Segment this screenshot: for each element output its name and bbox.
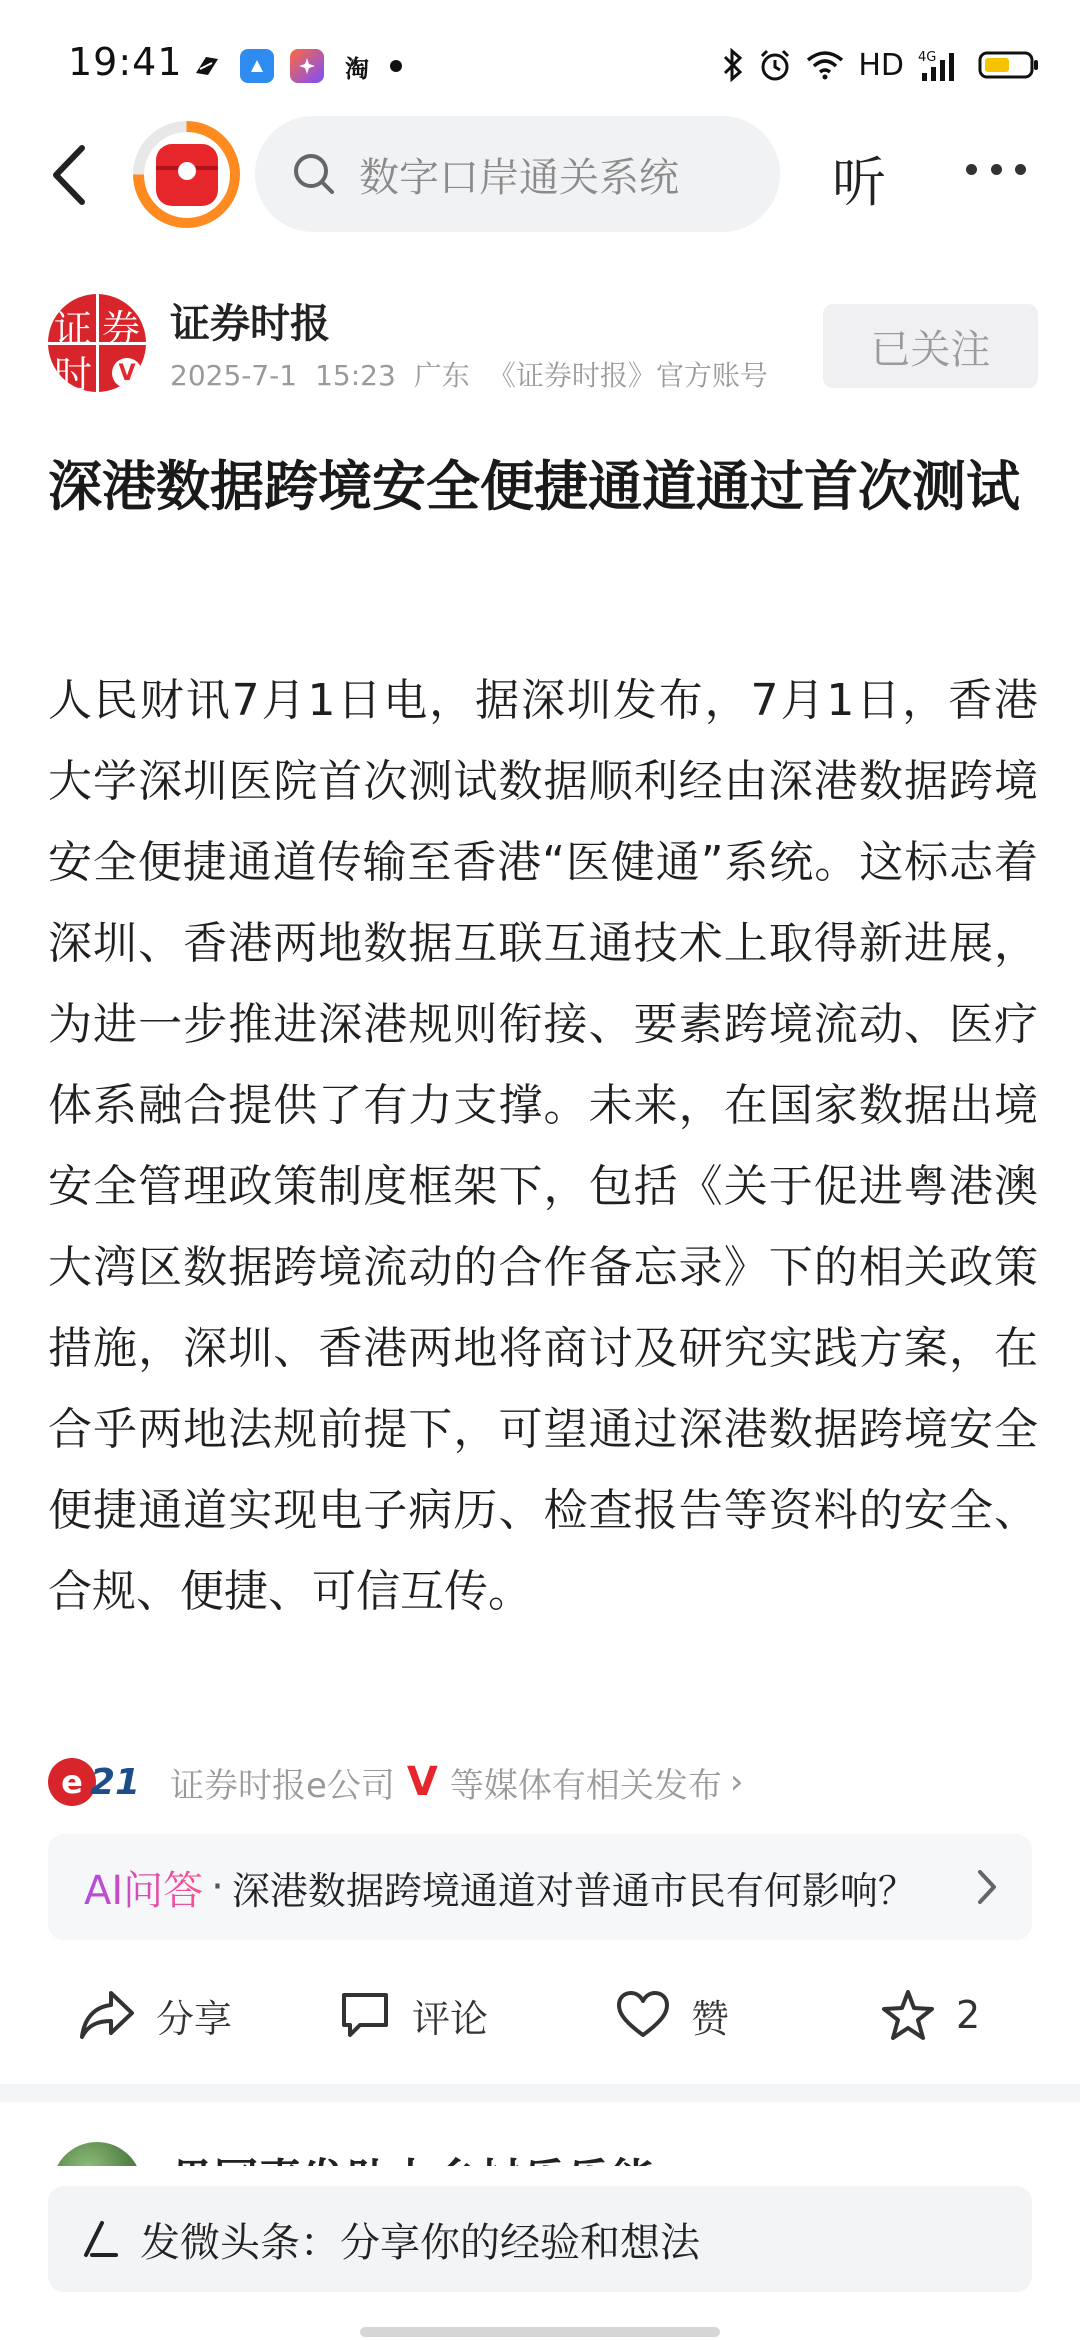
purple-app-icon	[290, 49, 324, 83]
publish-time: 15:23	[315, 359, 396, 392]
search-icon	[291, 151, 337, 197]
avatar-char: 证	[54, 307, 93, 351]
action-bar	[0, 1976, 1080, 2054]
author-name[interactable]: 证券时报	[170, 301, 330, 347]
account-description: 《证券时报》官方账号	[487, 359, 768, 392]
publish-date: 2025-7-1	[170, 359, 298, 392]
ai-qa-question: 深港数据跨境通道对普通市民有何影响？	[231, 1868, 916, 1913]
article-title: 深港数据跨境安全便捷通道通过首次测试	[48, 455, 1020, 518]
star-icon	[880, 1988, 936, 2042]
back-button[interactable]	[46, 140, 106, 210]
section-divider	[0, 2084, 1080, 2102]
author-avatar[interactable]	[48, 294, 146, 392]
more-options-button[interactable]	[966, 154, 1026, 184]
like-label: 赞	[691, 1996, 730, 2041]
top-nav	[0, 112, 1080, 236]
home-indicator[interactable]	[360, 2327, 720, 2337]
related-suffix: 等媒体有相关发布	[449, 1765, 722, 1806]
favorite-button[interactable]	[880, 1976, 980, 2054]
chevron-left-icon	[46, 140, 96, 210]
post-composer-input[interactable]	[48, 2186, 1032, 2292]
share-label: 分享	[156, 1996, 233, 2041]
more-dot-icon	[966, 164, 977, 175]
cellular-signal-icon	[918, 47, 964, 83]
ai-qa-card[interactable]	[48, 1834, 1032, 1940]
status-bar	[0, 0, 1080, 120]
more-notifications-dot	[390, 60, 402, 72]
pen-icon	[78, 2217, 122, 2261]
svg-text:4G: 4G	[918, 50, 937, 65]
21-finance-logo-icon: 21	[90, 1761, 141, 1803]
blue-app-icon	[240, 49, 274, 83]
publish-location: 广东	[413, 359, 470, 392]
search-input[interactable]	[255, 116, 780, 232]
comment-icon	[338, 1989, 392, 2041]
app-logo-button[interactable]	[133, 121, 240, 228]
share-button[interactable]	[78, 1976, 232, 2054]
ai-qa-label: AI问答	[84, 1859, 203, 1916]
heart-icon	[615, 1989, 671, 2041]
alarm-icon	[758, 48, 792, 82]
ai-qa-separator: ·	[211, 1864, 224, 1910]
status-time: 19:41	[68, 40, 183, 84]
comment-label: 评论	[412, 1996, 489, 2041]
verified-v-icon: V	[406, 1759, 438, 1805]
network-type-label: HD	[858, 47, 904, 83]
listen-button[interactable]: 听	[832, 151, 886, 214]
comment-button[interactable]	[338, 1976, 488, 2054]
wifi-icon	[806, 50, 844, 80]
search-placeholder: 数字口岸通关系统	[359, 154, 679, 201]
like-button[interactable]	[615, 1976, 729, 2054]
article-body: 人民财讯7月1日电，据深圳发布，7月1日，香港大学深圳医院首次测试数据顺利经由深港数据跨境安全便捷通道传输至香港“医健通”系统。这标志着深圳、香港两地数据互联互通技术上取得新进展，为进一步推进深港规则衔接、要素跨境流动、医疗体系融合提供了有力支撑。未来，在国家数据出境安全管理政策制度框架下，包括《关于促进粤港澳大湾区数据跨境流动的合作备忘录》下的相关政策措施，深圳、香港两地将商讨及研究实践方案，在合乎两地法规前提下，可望通过深港数据跨境安全便捷通道实现电子病历、检查报告等资料的安全、合规、便捷、可信互传。	[48, 675, 1038, 1617]
share-icon	[78, 1989, 136, 2041]
follow-button[interactable]: 已关注	[823, 304, 1038, 388]
related-source: 证券时报e公司	[170, 1765, 395, 1806]
avatar-char: 券	[102, 307, 141, 351]
favorite-count: 2	[956, 1993, 981, 2037]
composer-placeholder: 发微头条：分享你的经验和想法	[140, 2219, 700, 2266]
chevron-right-icon: ›	[729, 1762, 744, 1802]
chevron-right-icon	[976, 1868, 998, 1906]
feishu-icon	[190, 49, 224, 83]
red-envelope-icon	[156, 144, 218, 206]
author-row	[48, 292, 1038, 402]
related-media-link[interactable]	[48, 1756, 744, 1808]
ecompany-logo-icon: e	[48, 1758, 96, 1806]
author-meta	[170, 354, 786, 394]
status-right	[722, 42, 1040, 88]
status-app-icons	[190, 46, 402, 86]
taobao-icon: 淘	[345, 54, 369, 83]
battery-icon	[978, 50, 1040, 80]
avatar-char: 时	[54, 353, 93, 392]
bluetooth-icon	[722, 48, 744, 82]
verified-badge: V	[112, 358, 142, 388]
